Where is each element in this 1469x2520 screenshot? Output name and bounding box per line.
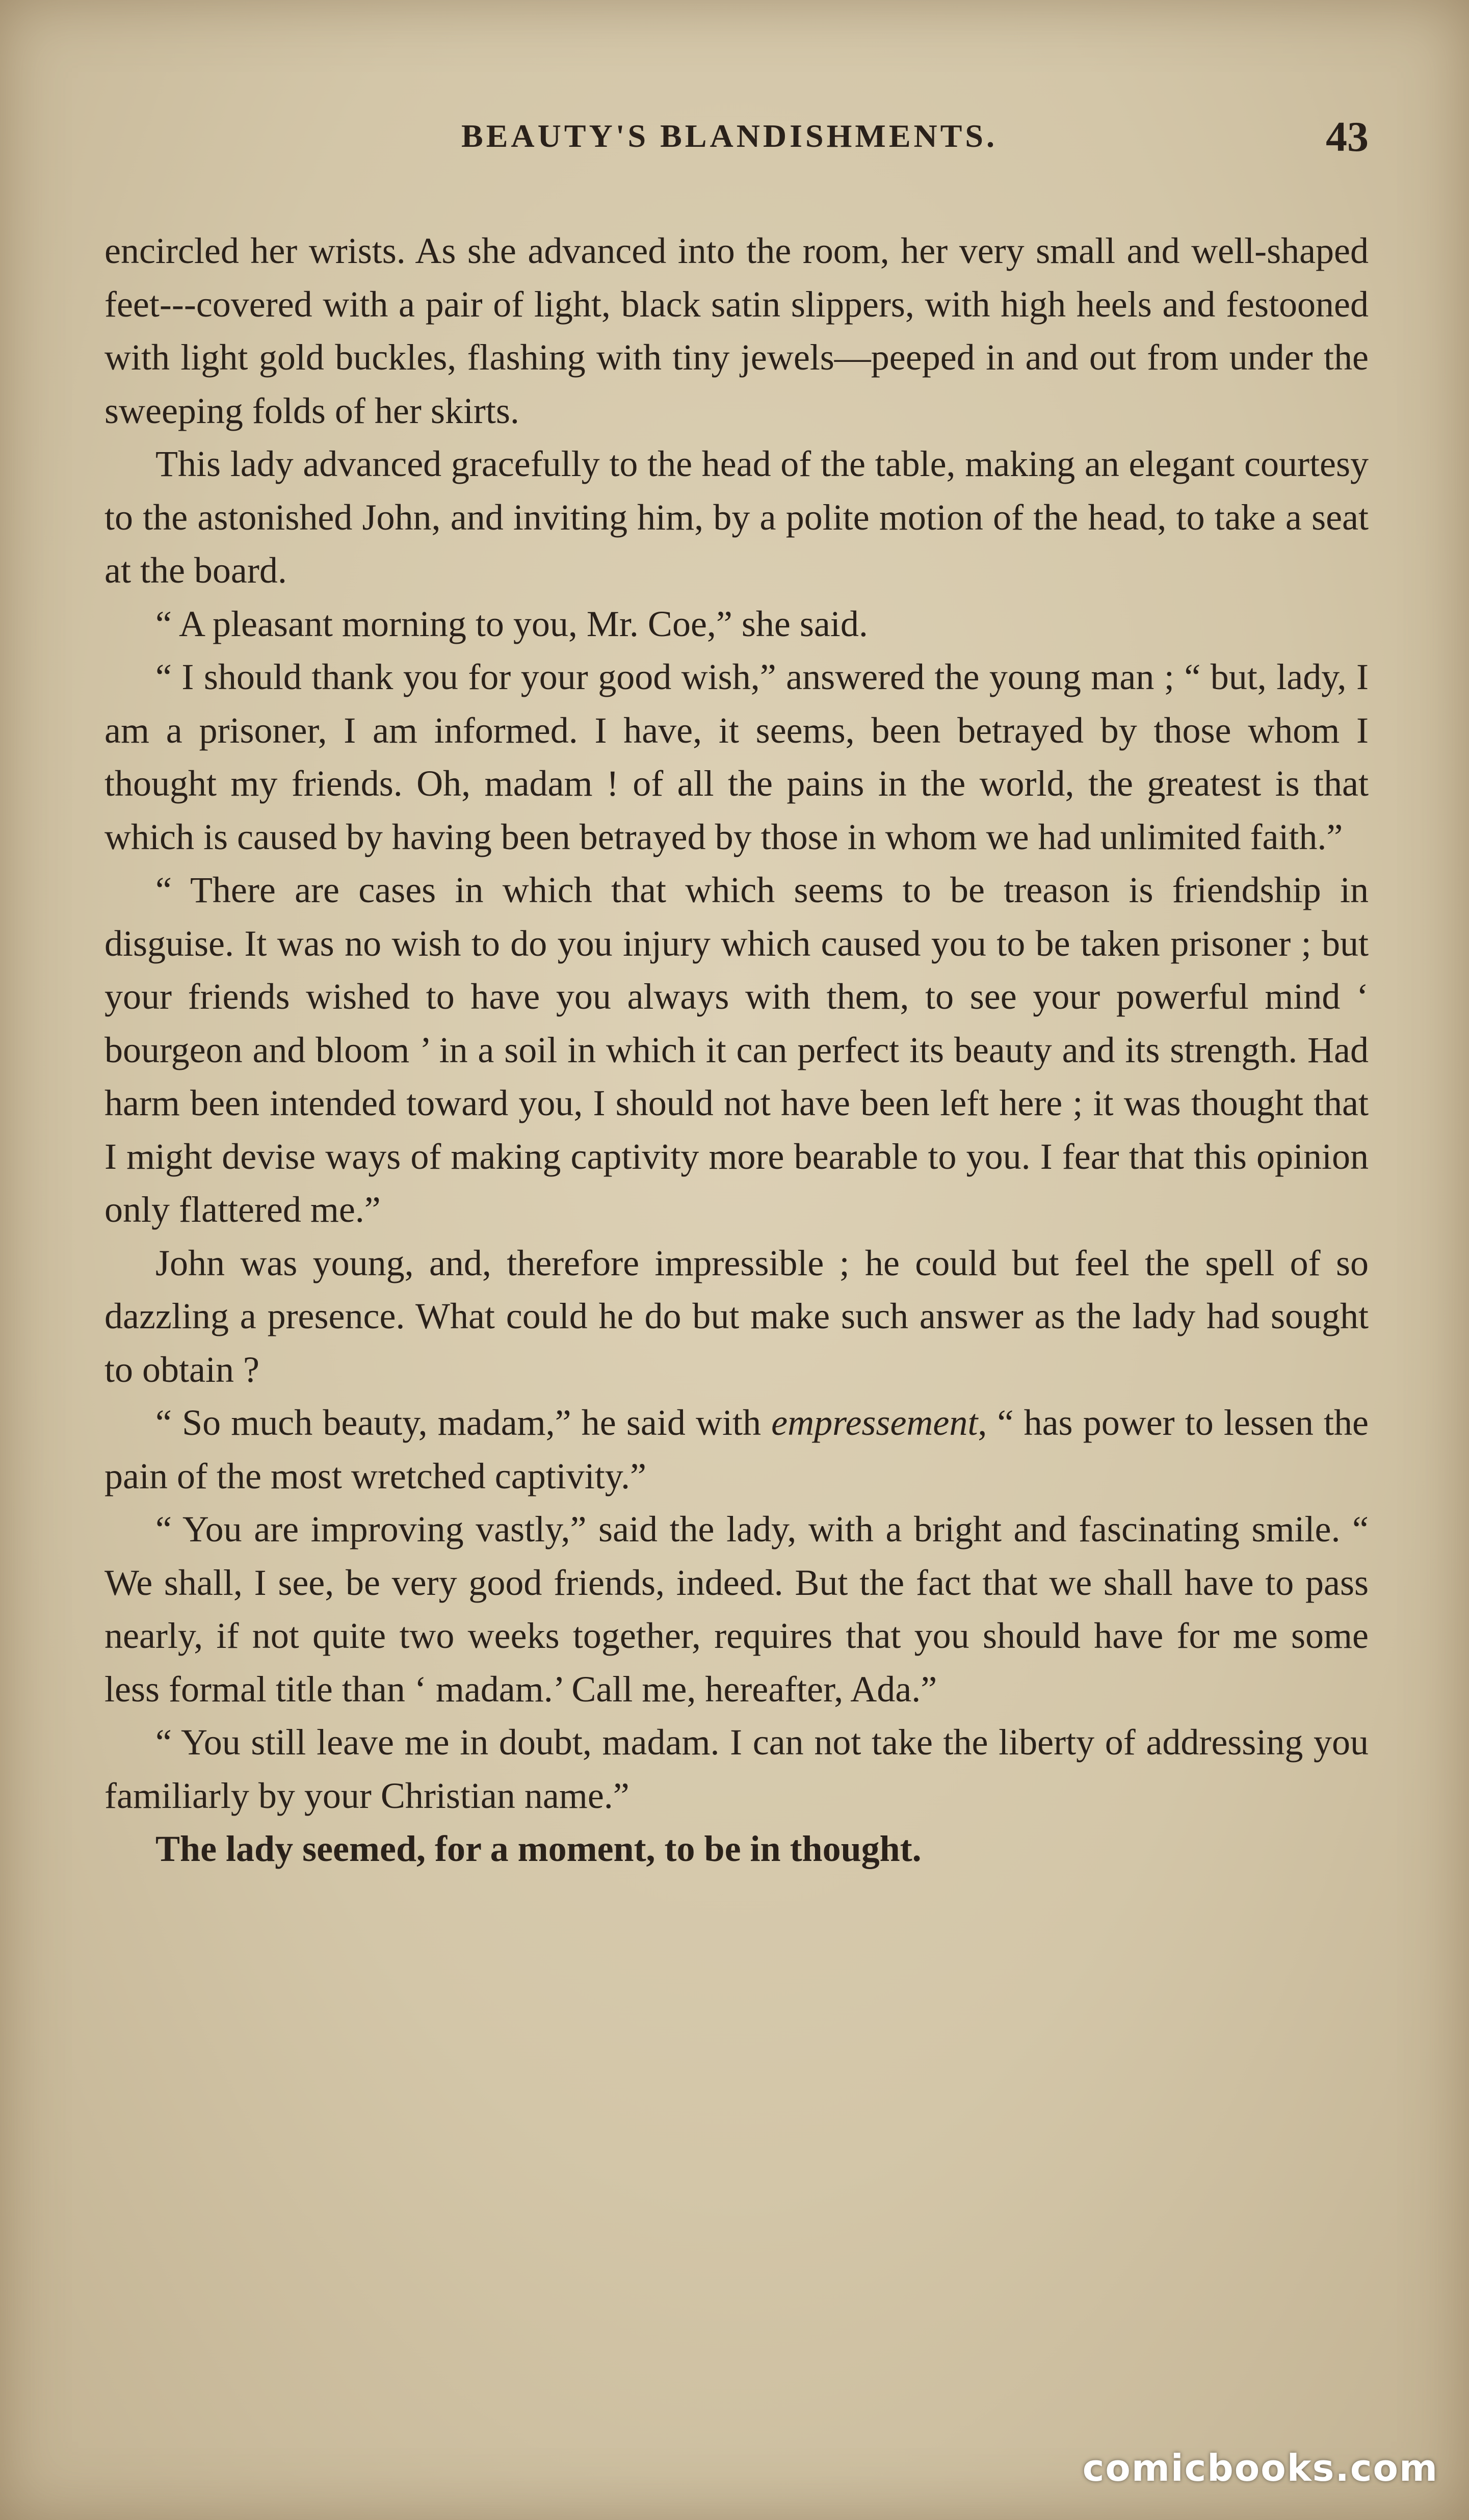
paragraph: The lady seemed, for a moment, to be in thought. bbox=[155, 1828, 922, 1869]
paragraph: “ A pleasant morning to you, Mr. Coe,” she said. bbox=[155, 603, 868, 644]
paragraph-text: , “ has power to lessen the pain of the most wretched captivity.” bbox=[104, 1402, 1369, 1497]
paragraph bbox=[104, 1396, 1369, 1503]
watermark: comicbooks.com bbox=[1082, 2447, 1438, 2489]
body-text bbox=[104, 224, 1369, 1876]
emphasis-text: empressement bbox=[771, 1402, 978, 1443]
page-header bbox=[104, 113, 1369, 163]
paragraph: “ I should thank you for your good wish,” answered the young man ; “ but, lady, I am a prisoner, I am informed. I have, it seems, been betrayed by those whom I thought my friends. Oh, madam ! of all the pains in the world, the greatest is that which is caused by having been betrayed by those in whom we had unlimited faith.” bbox=[104, 657, 1369, 857]
paragraph: John was young, and, therefore impressible ; he could but feel the spell of so dazzling a presence. What could he do but make such answer as the lady had sought to obtain ? bbox=[104, 1242, 1369, 1390]
paragraph: “ There are cases in which that which seems to be treason is friendship in disguise. It was no wish to do you injury which caused you to be taken prisoner ; but your friends wished to have you always with them, to see your powerful mind ‘ bourgeon and bloom ’ in a soil in which it can perfect its beauty and its strength. Had harm been intended toward you, I should not have been left here ; it was thought that I might devise ways of making captivity more bearable to you. I fear that this opinion only flattered me.” bbox=[104, 870, 1369, 1230]
running-head: BEAUTY'S BLANDISHMENTS. bbox=[461, 118, 998, 154]
paragraph-text: “ So much beauty, madam,” he said with bbox=[155, 1402, 772, 1443]
paragraph: encircled her wrists. As she advanced into the room, her very small and well-shaped feet---covered with a pair of light, black satin slippers, with high heels and festooned with light gold buckles, flashing with tiny jewels—peeped in and out from under the sweeping folds of her skirts. bbox=[104, 230, 1369, 431]
paragraph: This lady advanced gracefully to the head of the table, making an elegant courtesy to the astonished John, and inviting him, by a polite motion of the head, to take a seat at the board. bbox=[104, 443, 1369, 591]
page-number: 43 bbox=[1326, 113, 1369, 161]
paragraph: “ You are improving vastly,” said the lady, with a bright and fascinating smile. “ We shall, I see, be very good friends, indeed. But the fact that we shall have to pass nearly, if not quite two weeks together, requires that you should have for me some less formal title than ‘ madam.’ Call me, hereafter, Ada.” bbox=[104, 1509, 1369, 1710]
paragraph: “ You still leave me in doubt, madam. I can not take the liberty of addressing you familiarly by your Christian name.” bbox=[104, 1722, 1369, 1816]
